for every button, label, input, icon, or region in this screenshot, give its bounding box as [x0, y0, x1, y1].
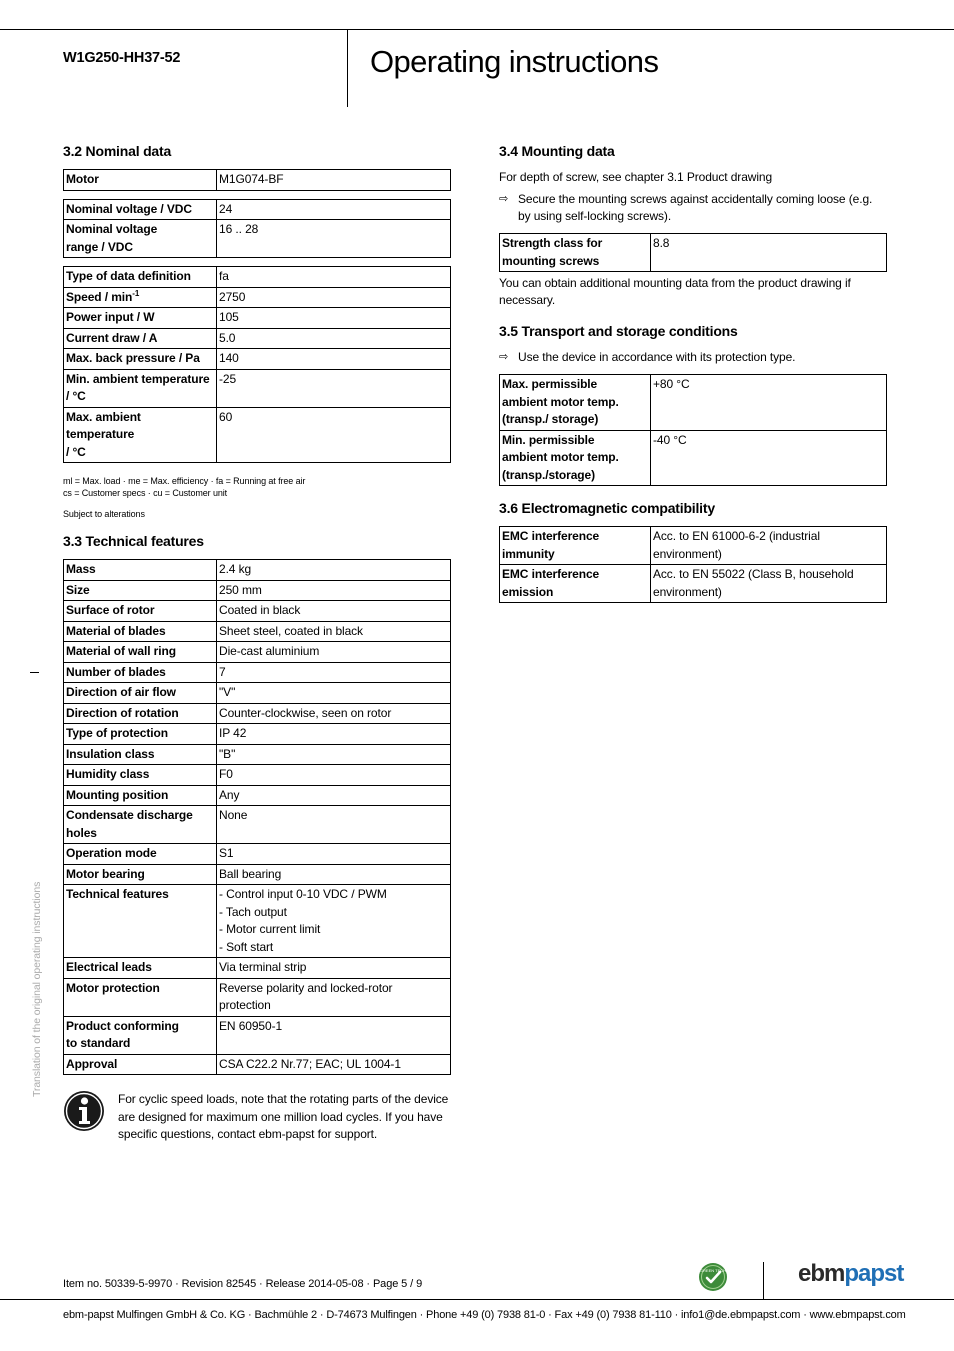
row-value: -25 [217, 369, 451, 407]
table-row [500, 375, 887, 431]
row-value: "B" [217, 744, 451, 765]
row-value: 24 [217, 199, 451, 220]
model-number: W1G250-HH37-52 [63, 50, 181, 66]
row-label: Nominal voltage range / VDC [64, 220, 217, 258]
row-value: 16 .. 28 [217, 220, 451, 258]
table-row [64, 642, 451, 663]
row-value: 140 [217, 349, 451, 370]
row-label: Motor protection [64, 978, 217, 1016]
mounting-data-heading: 3.4 Mounting data [499, 143, 615, 159]
table-row [64, 662, 451, 683]
footer-line [0, 1299, 954, 1300]
row-value: fa [217, 267, 451, 288]
speed-unit-exponent: -1 [132, 288, 140, 298]
info-note [63, 1083, 451, 1144]
row-label: Product conforming to standard [64, 1016, 217, 1054]
header-divider [347, 29, 348, 107]
row-label: Mass [64, 560, 217, 581]
table-row [64, 601, 451, 622]
side-translation-note: Translation of the original operating instructions [31, 881, 43, 1097]
mounting-bullet [499, 191, 887, 225]
speed-row-group [64, 287, 451, 308]
info-icon [63, 1090, 105, 1132]
row-value: 105 [217, 308, 451, 329]
table-row [64, 199, 451, 220]
row-label: Max. permissible ambient motor temp. (transp./ storage) [500, 375, 651, 431]
table-row [64, 1054, 451, 1075]
left-column [63, 143, 451, 1144]
table-row [64, 958, 451, 979]
row-value: -40 °C [651, 430, 887, 486]
row-label: Power input / W [64, 308, 217, 329]
arrow-right-icon: ⇨ [499, 193, 509, 205]
legend-line-2: cs = Customer specs · cu = Customer unit [63, 488, 228, 498]
brand-part-papst: papst [844, 1260, 904, 1287]
nominal-values-post [64, 308, 451, 463]
row-label: Humidity class [64, 765, 217, 786]
margin-mark [30, 672, 39, 673]
table-row [64, 621, 451, 642]
row-label: Electrical leads [64, 958, 217, 979]
table-row [500, 430, 887, 486]
table-row [500, 234, 887, 272]
row-label: EMC interference immunity [500, 527, 651, 565]
nominal-values-table [63, 266, 451, 463]
table-row [64, 683, 451, 704]
mounting-table [499, 233, 887, 272]
row-value: Any [217, 785, 451, 806]
document-title: Operating instructions [370, 44, 659, 79]
transport-table [499, 374, 887, 486]
row-value: S1 [217, 844, 451, 865]
row-label: Min. ambient temperature / °C [64, 369, 217, 407]
row-value: Reverse polarity and locked-rotor protection [217, 978, 451, 1016]
row-label: Type of protection [64, 724, 217, 745]
row-label: Direction of rotation [64, 703, 217, 724]
table-row [64, 369, 451, 407]
table-row [64, 349, 451, 370]
row-value: IP 42 [217, 724, 451, 745]
row-value: 8.8 [651, 234, 887, 272]
transport-bullet-text: Use the device in accordance with its protection type. [518, 350, 796, 364]
row-value: EN 60950-1 [217, 1016, 451, 1054]
speed-value: 2750 [217, 287, 451, 308]
table-row [64, 806, 451, 844]
emc-heading: 3.6 Electromagnetic compatibility [499, 500, 715, 516]
row-value: 5.0 [217, 328, 451, 349]
emc-table [499, 526, 887, 603]
mounting-after-text: You can obtain additional mounting data from the product drawing if necessary. [499, 276, 851, 307]
row-value: Via terminal strip [217, 958, 451, 979]
row-value: Die-cast aluminium [217, 642, 451, 663]
transport-heading: 3.5 Transport and storage conditions [499, 323, 738, 339]
row-value: F0 [217, 765, 451, 786]
row-value: +80 °C [651, 375, 887, 431]
row-value: Acc. to EN 55022 (Class B, household environment) [651, 565, 887, 603]
table-row [64, 407, 451, 463]
row-label: Motor [64, 170, 217, 191]
row-label: Direction of air flow [64, 683, 217, 704]
table-row [64, 287, 451, 308]
header-top-line [0, 29, 954, 30]
speed-label [64, 287, 217, 308]
brand-part-ebm: ebm [798, 1260, 845, 1287]
table-row [64, 1016, 451, 1054]
row-label: Operation mode [64, 844, 217, 865]
greentech-logo [698, 1262, 728, 1292]
table-row [500, 565, 887, 603]
table-row [64, 765, 451, 786]
row-value: 7 [217, 662, 451, 683]
row-value: Ball bearing [217, 864, 451, 885]
motor-table [63, 169, 451, 191]
row-label: Technical features [64, 885, 217, 958]
mounting-bullet-text: Secure the mounting screws against accidentally coming loose (e.g. by using self-locking screws). [518, 192, 873, 223]
row-label: Nominal voltage / VDC [64, 199, 217, 220]
table-row [500, 527, 887, 565]
subject-to-alterations: Subject to alterations [63, 509, 145, 519]
row-value: - Control input 0-10 VDC / PWM - Tach output - Motor current limit - Soft start [217, 885, 451, 958]
table-row [64, 560, 451, 581]
row-value: M1G074-BF [217, 170, 451, 191]
nominal-values-pre [64, 267, 451, 288]
info-text: For cyclic speed loads, note that the rotating parts of the device are designed for maximum one million load cycles. If you have specific questions, contact ebm-papst for support. [118, 1092, 449, 1141]
row-label: Type of data definition [64, 267, 217, 288]
table-row [64, 744, 451, 765]
row-value: "V" [217, 683, 451, 704]
table-row [64, 580, 451, 601]
technical-features-table [63, 559, 451, 1075]
table-row [64, 724, 451, 745]
row-label: Strength class for mounting screws [500, 234, 651, 272]
row-value: Counter-clockwise, seen on rotor [217, 703, 451, 724]
greentech-logo-text: GREEN TECH [699, 1268, 727, 1273]
table-row [64, 328, 451, 349]
row-label: Current draw / A [64, 328, 217, 349]
row-label: Material of blades [64, 621, 217, 642]
row-value: 250 mm [217, 580, 451, 601]
row-label: Max. ambient temperature / °C [64, 407, 217, 463]
legend-line-1: ml = Max. load · me = Max. efficiency · fa = Running at free air [63, 476, 306, 486]
company-footer: ebm-papst Mulfingen GmbH & Co. KG · Bachmühle 2 · D-74673 Mulfingen · Phone +49 (0) 7938 81-0 · Fax +49 (0) 7938 81-110 · info1@de.ebmpapst.com · www.ebmpapst.com [63, 1309, 906, 1321]
row-label: Surface of rotor [64, 601, 217, 622]
row-value: Coated in black [217, 601, 451, 622]
voltage-table [63, 199, 451, 259]
row-value: None [217, 806, 451, 844]
table-row [64, 170, 451, 191]
table-row [64, 308, 451, 329]
nominal-data-heading: 3.2 Nominal data [63, 143, 172, 159]
row-label: Mounting position [64, 785, 217, 806]
brand-logo [798, 1260, 903, 1288]
row-label: Number of blades [64, 662, 217, 683]
table-row [64, 785, 451, 806]
right-column [499, 143, 887, 611]
table-row [64, 220, 451, 258]
row-label: Insulation class [64, 744, 217, 765]
table-row [64, 885, 451, 958]
table-row [64, 864, 451, 885]
row-label: EMC interference emission [500, 565, 651, 603]
row-label: Material of wall ring [64, 642, 217, 663]
table-row [64, 844, 451, 865]
technical-features-heading: 3.3 Technical features [63, 533, 204, 549]
row-value: Acc. to EN 61000-6-2 (industrial environment) [651, 527, 887, 565]
table-row [64, 978, 451, 1016]
transport-bullet [499, 349, 887, 366]
footer-logo-divider [763, 1262, 764, 1300]
row-label: Min. permissible ambient motor temp. (transp./storage) [500, 430, 651, 486]
item-revision-line: Item no. 50339-5-9970 · Revision 82545 · Release 2014-05-08 · Page 5 / 9 [63, 1278, 423, 1290]
row-label: Approval [64, 1054, 217, 1075]
row-label: Condensate discharge holes [64, 806, 217, 844]
row-label: Max. back pressure / Pa [64, 349, 217, 370]
arrow-right-icon: ⇨ [499, 351, 509, 363]
row-value: CSA C22.2 Nr.77; EAC; UL 1004-1 [217, 1054, 451, 1075]
row-value: 2.4 kg [217, 560, 451, 581]
table-row [64, 703, 451, 724]
row-label: Motor bearing [64, 864, 217, 885]
table-row [64, 267, 451, 288]
mounting-text: For depth of screw, see chapter 3.1 Product drawing [499, 170, 773, 184]
row-value: Sheet steel, coated in black [217, 621, 451, 642]
row-value: 60 [217, 407, 451, 463]
speed-label-text: Speed / min [66, 289, 133, 304]
row-label: Size [64, 580, 217, 601]
